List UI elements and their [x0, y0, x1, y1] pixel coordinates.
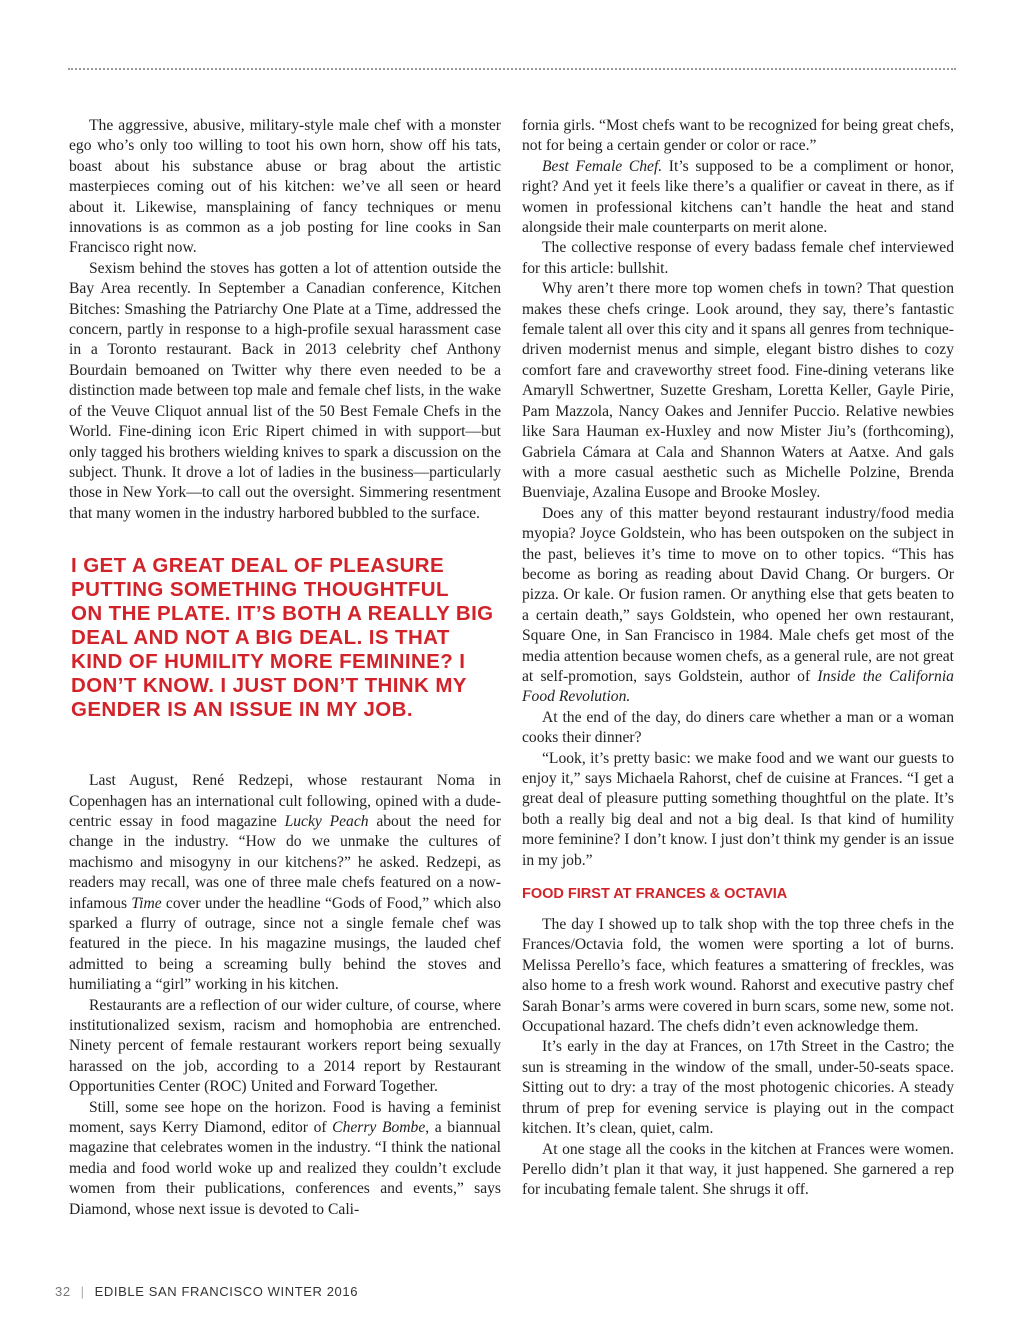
- publication-name: EDIBLE SAN FRANCISCO WINTER 2016: [94, 1284, 359, 1299]
- page-footer: [55, 1284, 358, 1299]
- paragraph: [522, 157, 954, 239]
- top-dotted-rule: [68, 68, 956, 70]
- text-run: about the need for change in the industry. “How do we unmake the cultures of machismo and misogyny in our kitchens?” he asked. Redzepi, as readers may recall, was one of three male chefs featured on a now-infamous: [69, 812, 501, 912]
- pull-quote: [71, 554, 501, 722]
- paragraph: “Look, it’s pretty basic: we make food and we want our guests to enjoy it,” says Michaela Rahorst, chef de cuisine at Frances. “I get a great deal of pleasure putting something thoughtful on the plate. It’s both a really big deal and not a big deal. Is that kind of humility more feminine? I don’t know. I just don’t think my gender is an issue in my job.”: [522, 749, 954, 869]
- pull-quote-line: GENDER IS AN ISSUE IN MY JOB.: [71, 698, 413, 722]
- pull-quote-line: PUTTING SOMETHING THOUGHTFUL: [71, 578, 449, 602]
- text-run: Still, some see hope on the horizon. Food is having a feminist moment, says Kerry Diamond, editor of: [69, 1098, 501, 1137]
- pull-quote-line: DEAL AND NOT A BIG DEAL. IS THAT: [71, 626, 450, 650]
- pull-quote-line: DON’T KNOW. I JUST DON’T THINK MY: [71, 674, 467, 698]
- magazine-title: Cherry Bombe: [332, 1119, 426, 1137]
- page-number: 32: [55, 1284, 71, 1299]
- left-column: [69, 116, 501, 1220]
- magazine-title: Lucky Peach: [284, 812, 369, 830]
- text-run: It’s supposed to be a compliment or honor, right? And yet it feels like there’s a qualifier or caveat in there, as if women in professional kitchens can’t handle the heat and stand alongside their male counterparts on merit alone.: [522, 157, 954, 237]
- paragraph: Why aren’t there more top women chefs in town? That question makes these chefs cringe. Look around, they say, there’s fantastic female talent all over this city and it spans all genres from technique-driven modernist menus and simple, elegant bistro dishes to cozy comfort fare and craveworthy street food. Fine-dining veterans like Amaryll Schwertner, Suzette Gresham, Loretta Keller, Gayle Pirie, Pam Mazzola, Nancy Oakes and Jennifer Puccio. Relative newbies like Sara Hauman ex-Huxley and now Mister Jiu’s (forthcoming), Gabriela Cámara at Cala and Shannon Waters at Aatxe. And gals with a more casual aesthetic such as Michelle Polzine, Brenda Buenviaje, Azalina Eusope and Brooke Mosley.: [522, 280, 954, 502]
- paragraph: Restaurants are a reflection of our wider culture, of course, where institutionalized sexism, racism and homophobia are entrenched. Ninety percent of female restaurant workers report being sexually harassed on the job, according to a 2014 report by Restaurant Opportunities Center (ROC) United and Forward Together.: [69, 996, 501, 1096]
- paragraph: At the end of the day, do diners care whether a man or a woman cooks their dinner?: [522, 708, 954, 747]
- paragraph: At one stage all the cooks in the kitchen at Frances were women. Perello didn’t plan it that way, it just happened. She garnered a rep for incubating female talent. She shrugs it off.: [522, 1140, 954, 1199]
- text-run: Does any of this matter beyond restaurant industry/food media myopia? Joyce Goldstein, who has been outspoken on the subject in the past, believes it’s time to move on to other topics. “This has become as boring as reading about David Chang. Or burgers. Or pizza. Or kale. Or fusion ramen. Or anything else that gets beaten to a certain death,” says Goldstein, who opened her own restaurant, Square One, in San Francisco in 1984. Male chefs get most of the media attention because women chefs, as a general rule, are not great at self-promotion, says Goldstein, author of: [522, 504, 954, 685]
- pull-quote-line: KIND OF HUMILITY MORE FEMININE? I: [71, 650, 466, 674]
- magazine-title: Time: [131, 894, 162, 912]
- paragraph: The aggressive, abusive, military-style male chef with a monster ego who’s only too willing to toot his own horn, show off his tats, boast about his substance abuse or brag about the artistic masterpieces coming out of his kitchen: we’ve all seen or heard about it. Likewise, mansplaining of fancy techniques or menu innovations is as common as a job posting for line cooks in San Francisco right now.: [69, 117, 501, 257]
- book-title: Inside the California Food Revolution.: [522, 667, 954, 706]
- paragraph: [69, 771, 501, 995]
- pull-quote-line: ON THE PLATE. IT’S BOTH A REALLY BIG: [71, 602, 494, 626]
- emphasis: Best Female Chef.: [542, 157, 663, 175]
- paragraph: [69, 1098, 501, 1220]
- text-run: , a biannual magazine that celebrates women in the industry. “I think the national media and food world woke up and realized they couldn’t exclude women from their publications, conferences and events,” says Diamond, whose next issue is devoted to Cali-: [69, 1119, 501, 1218]
- paragraph: It’s early in the day at Frances, on 17th Street in the Castro; the sun is streaming in the window of the small, under-50-seats space. Sitting out to dry: a tray of the most photogenic chicories. A steady thrum of prep for evening service is playing out in the compact kitchen. It’s clean, quiet, calm.: [522, 1038, 954, 1138]
- paragraph: fornia girls. “Most chefs want to be recognized for being great chefs, not for being a certain gender or color or race.”: [522, 117, 954, 155]
- paragraph: The day I showed up to talk shop with the top three chefs in the Frances/Octavia fold, the women were sporting a lot of burns. Melissa Perello’s face, which features a smattering of freckles, was also home to a fresh work wound. Rahorst and executive pastry chef Sarah Bonar’s arms were covered in burn scars, some new, some not. Occupational hazard. The chefs didn’t even acknowledge them.: [522, 916, 954, 1036]
- paragraph: The collective response of every badass female chef interviewed for this article: bullshit.: [522, 239, 954, 277]
- text-run: Last August, René Redzepi, whose restaurant Noma in Copenhagen has an international cult following, opined with a dude-centric essay in food magazine: [69, 772, 501, 830]
- paragraph: [522, 504, 954, 708]
- paragraph: Sexism behind the stoves has gotten a lot of attention outside the Bay Area recently. In September a Canadian conference, Kitchen Bitches: Smashing the Patriarchy One Plate at a Time, addressed the concern, partly in response to a high-profile sexual harassment case in a Toronto restaurant. Back in 2013 celebrity chef Anthony Bourdain bemoaned on Twitter why there even needed to be a distinction made between top male and female chef lists, in the wake of the Veuve Cliquot annual list of the 50 Best Female Chefs in the World. Fine-dining icon Eric Ripert chimed in with support—but only tagged his brothers wielding knives to spark a discussion on the subject. Thunk. It drove a lot of ladies in the business—particularly those in New York—to call out the oversight. Simmering resentment that many women in the industry harbored bubbled to the surface.: [69, 259, 501, 522]
- pull-quote-line: I GET A GREAT DEAL OF PLEASURE: [71, 554, 445, 578]
- right-column: [522, 116, 954, 1201]
- text-run: cover under the headline “Gods of Food,” which also sparked a flurry of outrage, since not a single female chef was featured in the piece. In his magazine musings, the lauded chef admitted to being a screaming bully behind the stoves and humiliating a “girl” working in his kitchen.: [69, 894, 501, 994]
- section-subhead: FOOD FIRST AT FRANCES & OCTAVIA: [522, 886, 788, 903]
- footer-separator: |: [80, 1284, 85, 1299]
